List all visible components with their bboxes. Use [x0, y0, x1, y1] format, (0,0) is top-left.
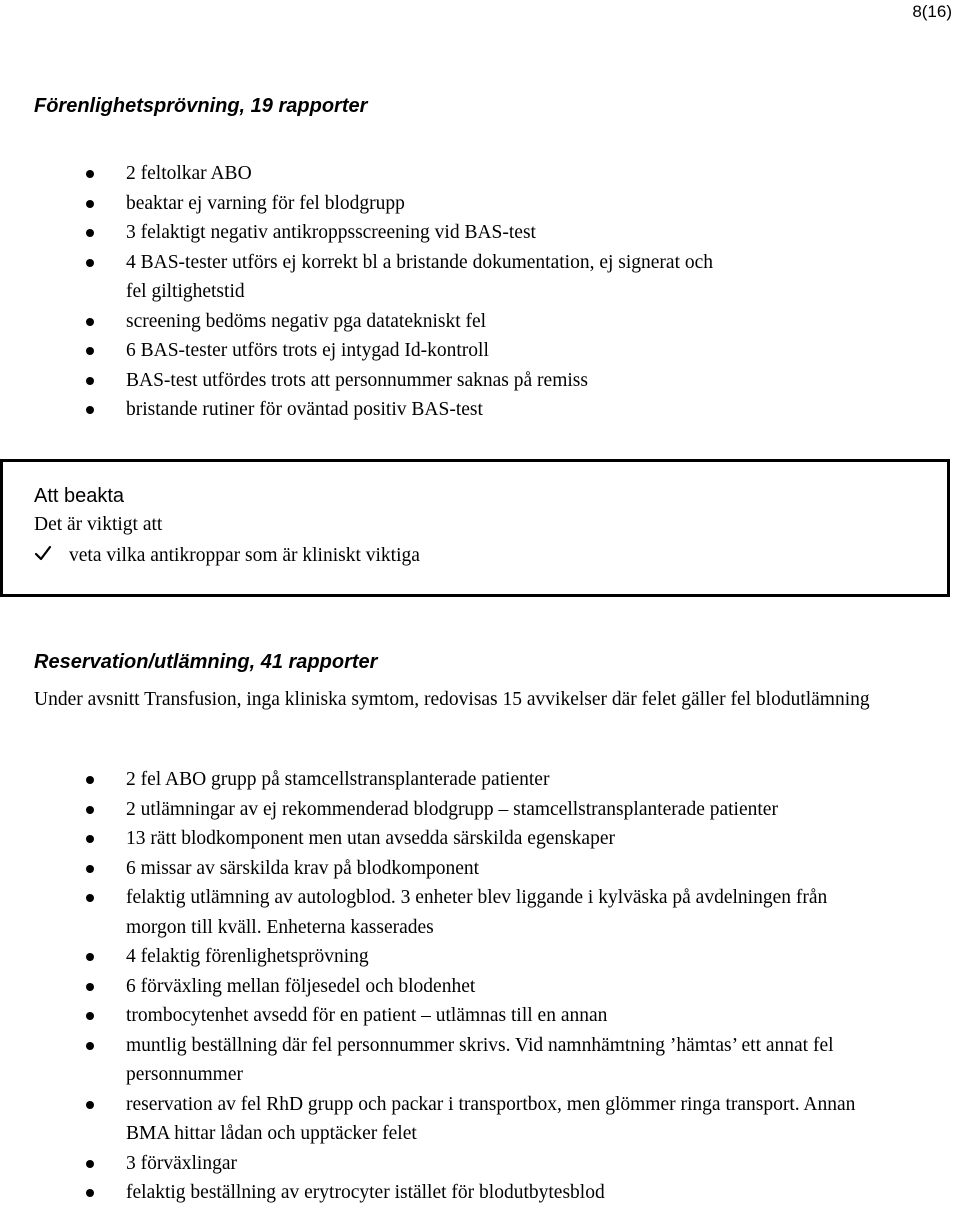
list-item: 3 förväxlingar	[0, 1149, 960, 1179]
list-item: 2 fel ABO grupp på stamcellstransplanterade patienter	[0, 765, 960, 795]
list-item: screening bedöms negativ pga datatekniskt fel	[0, 307, 720, 337]
list-item: bristande rutiner för oväntad positiv BAS-test	[0, 395, 720, 425]
reservation-list	[0, 765, 960, 1208]
page-number: 8(16)	[912, 2, 952, 21]
list-item: reservation av fel RhD grupp och packar i transportbox, men glömmer ringa transport. Annan BMA hittar lådan och upptäcker felet	[0, 1090, 960, 1149]
list-item: felaktig beställning av erytrocyter istället för blodutbytesblod	[0, 1178, 960, 1208]
list-item: 6 BAS-tester utförs trots ej intygad Id-kontroll	[0, 336, 720, 366]
list-item: 6 missar av särskilda krav på blodkomponent	[0, 854, 960, 884]
checkmark-icon	[34, 544, 54, 568]
list-item: 4 BAS-tester utförs ej korrekt bl a bristande dokumentation, ej signerat och fel giltighetstid	[0, 248, 720, 307]
list-item: 2 utlämningar av ej rekommenderad blodgrupp – stamcellstransplanterade patienter	[0, 795, 960, 825]
section-intro: Under avsnitt Transfusion, inga kliniska symtom, redovisas 15 avvikelser där felet gäller fel blodutlämning	[34, 689, 870, 710]
note-check-item	[34, 544, 420, 568]
list-item: 4 felaktig förenlighetsprövning	[0, 942, 960, 972]
note-check-label: veta vilka antikroppar som är kliniskt viktiga	[69, 545, 420, 566]
list-item: trombocytenhet avsedd för en patient – utlämnas till en annan	[0, 1001, 960, 1031]
list-item: 6 förväxling mellan följesedel och blodenhet	[0, 972, 960, 1002]
list-item: BAS-test utfördes trots att personnummer saknas på remiss	[0, 366, 720, 396]
list-item: 13 rätt blodkomponent men utan avsedda särskilda egenskaper	[0, 824, 960, 854]
section-heading-compatibility: Förenlighetsprövning, 19 rapporter	[34, 95, 368, 117]
section-heading-reservation: Reservation/utlämning, 41 rapporter	[34, 651, 378, 673]
list-item: muntlig beställning där fel personnummer skrivs. Vid namnhämtning ’hämtas’ ett annat fel personnummer	[0, 1031, 960, 1090]
note-title: Att beakta	[34, 485, 125, 507]
list-item: 2 feltolkar ABO	[0, 159, 720, 189]
note-text: Det är viktigt att	[34, 514, 163, 535]
list-item: 3 felaktigt negativ antikroppsscreening vid BAS-test	[0, 218, 720, 248]
compatibility-list	[0, 159, 720, 425]
list-item: felaktig utlämning av autologblod. 3 enheter blev liggande i kylväska på avdelningen från morgon till kväll. Enheterna kasserades	[0, 883, 960, 942]
list-item: beaktar ej varning för fel blodgrupp	[0, 189, 720, 219]
